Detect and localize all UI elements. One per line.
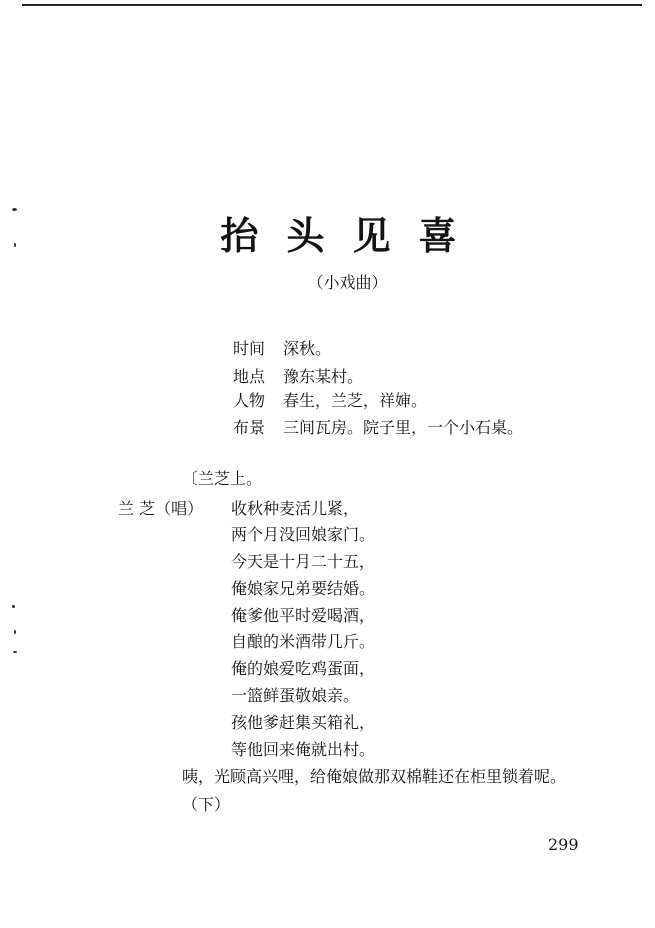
info-key: 布景 [233, 418, 266, 437]
verse-line: 自酿的米酒带几斤。 [231, 632, 376, 651]
verse-line: 收秋种麦活儿紧， [231, 499, 360, 518]
scan-speck [12, 605, 15, 608]
spoken-line: 咦，光顾高兴哩，给俺娘做那双棉鞋还在柜里锁着呢。 [182, 767, 567, 786]
info-key: 地点 [233, 367, 266, 386]
verse-line: 俺娘家兄弟要结婚。 [231, 579, 376, 598]
verse-line: 俺爹他平时爱喝酒， [231, 606, 376, 625]
info-line-scenery [233, 418, 523, 438]
verse-line: 等他回来俺就出村。 [231, 740, 376, 759]
info-value: 春生，兰芝，祥婶。 [283, 391, 428, 410]
info-key: 时间 [233, 339, 266, 358]
speaker-label: 兰 芝（唱） [118, 499, 204, 518]
info-value: 深秋。 [283, 339, 332, 358]
play-subtitle: （小戏曲） [307, 273, 388, 292]
scan-speck [13, 651, 17, 653]
verse-line: 俺的娘爱吃鸡蛋面， [231, 659, 376, 678]
stage-direction: 〔兰芝上。 [182, 469, 263, 488]
verse-line: 孩他爹赶集买箱礼， [231, 713, 376, 732]
verse-line: 两个月没回娘家门。 [231, 525, 376, 544]
play-title: 抬头见喜 [220, 213, 485, 258]
verse-line: 今天是十月二十五， [231, 552, 376, 571]
info-value: 三间瓦房。院子里，一个小石桌。 [283, 418, 524, 437]
info-line-time [233, 339, 331, 359]
top-rule [22, 4, 642, 6]
info-line-characters [233, 391, 427, 411]
exit-direction: （下） [182, 795, 231, 814]
page-number: 299 [548, 835, 579, 854]
info-value: 豫东某村。 [283, 367, 364, 386]
verse-line: 一篮鲜蛋敬娘亲。 [231, 686, 360, 705]
scan-speck [14, 630, 16, 634]
info-key: 人物 [233, 391, 266, 410]
info-line-place [233, 367, 363, 387]
